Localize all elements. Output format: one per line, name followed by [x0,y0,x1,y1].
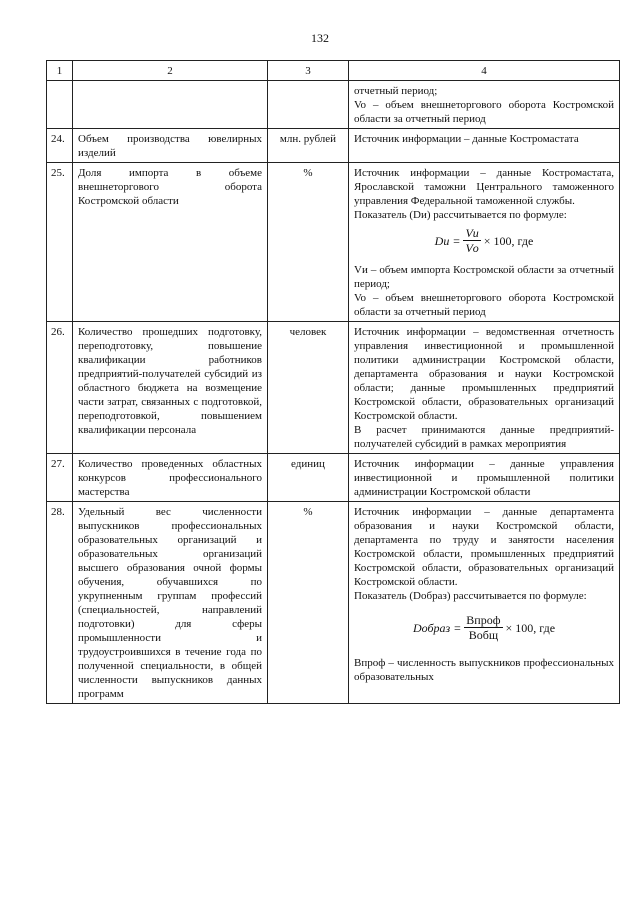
table-row-25 [47,163,620,322]
indicator-name: Объем производства ювелирных изделий [73,129,268,163]
indicator-name: Количество проведенных областных конкурсов профессионального мастерства [73,454,268,502]
table-row-26 [47,322,620,454]
unit: % [268,502,349,704]
indicator-name: Доля импорта в объеме внешнеторгового оборота Костромской области [73,163,268,322]
formula-numerator: Впроф [466,613,501,627]
unit: % [268,163,349,322]
indicator-description [349,163,620,322]
row-number: 27. [47,454,73,502]
formula-rhs: × 100, где [483,233,534,248]
formula-fraction [463,226,480,255]
row-number: 26. [47,322,73,454]
formula-denominator: Vо [465,241,479,255]
indicator-description [349,322,620,454]
table-header-row [47,61,620,81]
unit: человек [268,322,349,454]
row-cont-desc-line1: отчетный период; [354,85,438,97]
row-number: 24. [47,129,73,163]
formula-lhs: Dи = [434,233,461,248]
formula-lhs: Dобраз = [412,620,462,635]
desc-variable-1: Vи – объем импорта Костромской области за отчетный период; [354,264,614,290]
unit: единиц [268,454,349,502]
row-number: 28. [47,502,73,704]
header-col-1: 1 [47,61,73,81]
header-col-2: 2 [73,61,268,81]
formula-numerator: Vи [465,226,479,240]
indicator-description [349,502,620,704]
desc-source: Источник информации – данные Костромастата, Ярославской таможни Центрального таможенного управления Федеральной таможенной службы. [354,167,614,207]
desc-formula-intro: Показатель (Dобраз) рассчитывается по формуле: [354,590,587,602]
desc-note: В расчет принимаются данные предприятий-получателей субсидий в рамках мероприятия [354,424,614,450]
formula [354,613,614,642]
formula-denominator: Вобщ [468,628,499,642]
formula [354,226,614,255]
table-row-24 [47,129,620,163]
indicators-table [46,60,620,704]
indicator-name: Количество прошедших подготовку, переподготовку, повышение квалификации работников предприятий-получателей субсидий из областного бюджета на возмещение части затрат, связанных с подготовкой, переподготовкой, повышением квалификации персонала [73,322,268,454]
desc-formula-intro: Показатель (Dи) рассчитывается по формуле: [354,209,567,221]
row-cont-description [349,81,620,129]
page-number: 132 [311,31,329,45]
indicator-description: Источник информации – данные Костромастата [349,129,620,163]
row-cont-desc-line2: Vo – объем внешнеторгового оборота Костромской области за отчетный период [354,99,614,125]
row-number: 25. [47,163,73,322]
indicator-name: Удельный вес численности выпускников профессиональных образовательных организаций и образовательных организаций высшего образования очной формы обучения, обучавшихся по укрупненным группам профессий (специальностей, направлений подготовки) для сферы промышленности и трудоустроившихся в течение года по полученной специальности, в общей численности выпускников данных программ [73,502,268,704]
desc-source: Источник информации – ведомственная отчетность управления инвестиционной и промышленной политики администрации Костромской области, департамента образования и науки Костромской области; данные промышленных предприятий Костромской области, образовательных организаций Костромской области. [354,326,614,422]
desc-source: Источник информации – данные департамента образования и науки Костромской области, департамента по труду и занятости населения Костромской области, промышленных предприятий Костромской области, образовательных организаций Костромской области. [354,506,614,588]
desc-variable-1: Впроф – численность выпускников профессиональных образовательных [354,657,614,683]
table-row-continued [47,81,620,129]
table-row-27 [47,454,620,502]
formula-fraction [464,613,502,642]
formula-rhs: × 100, где [505,620,556,635]
desc-variable-2: Vo – объем внешнеторгового оборота Костромской области за отчетный период [354,292,614,318]
header-col-4: 4 [349,61,620,81]
table-row-28 [47,502,620,704]
header-col-3: 3 [268,61,349,81]
unit: млн. рублей [268,129,349,163]
indicator-description: Источник информации – данные управления инвестиционной и промышленной политики администрации Костромской области [349,454,620,502]
